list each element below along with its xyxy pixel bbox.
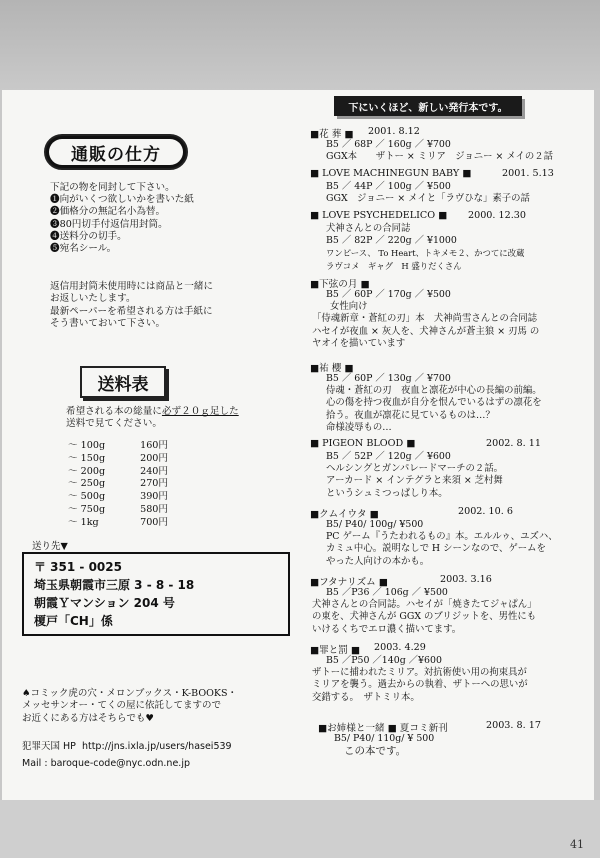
publication-entry [310, 506, 592, 568]
entry-title: ■罪と罰 ■ [310, 645, 360, 656]
step-item: ❶向がいくつ欲しいかを書いた紙 [50, 194, 194, 205]
entry-desc: この本です。 [344, 745, 407, 758]
rate-price: 200円 [140, 452, 168, 464]
page-number: 41 [570, 838, 584, 851]
entry-desc: やった人向けの本かも。 [326, 555, 430, 567]
entry-spec: B5 ／ 52P ／ 120g ／ ¥600 [326, 451, 451, 462]
entry-date: 2003. 8. 17 [486, 720, 541, 731]
rate-price: 240円 [140, 465, 168, 477]
entry-spec: B5 ／ 68P ／ 160g ／ ¥700 [326, 139, 451, 150]
rate-weight: ～ 200g [68, 465, 106, 477]
entry-title: ■ LOVE PSYCHEDELICO ■ [310, 210, 448, 221]
intro-text: 下記の物を同封して下さい。 [50, 182, 175, 193]
address-line: 埼玉県朝霞市三原 3 - 8 - 18 [34, 578, 195, 592]
entry-desc: 女性向け [330, 301, 368, 313]
entry-desc: 侍魂・蒼紅の刃 夜血と凛花が中心の長編の前編。 [326, 385, 542, 397]
publication-entry [310, 438, 592, 500]
publication-entry [310, 574, 592, 636]
rate-price: 580円 [140, 503, 168, 515]
entry-desc: 「侍魂新章・蒼紅の刃」本 犬神尚雪さんとの合同誌 [312, 313, 538, 325]
entry-date: 2003. 3.16 [440, 574, 492, 585]
address-line: 朝霞Ｙマンション 204 号 [34, 596, 175, 610]
publication-entry [310, 276, 592, 350]
entry-spec: B5/ P40/ 100g/ ¥500 [326, 519, 424, 530]
entry-desc: 犬神さんとの合同誌。ハセイが「焼きたてジャぱん」 [312, 599, 537, 611]
entry-spec: B5/ P40/ 110g/ ¥ 500 [334, 733, 435, 744]
step-item: ❸80円切手付返信用封筒。 [50, 218, 168, 230]
entry-desc: アーカード × インテグラと来須 × 芝村舞 [326, 475, 503, 487]
publication-entry [318, 720, 600, 757]
note-line: そう書いておいて下さい。 [50, 318, 166, 330]
step-item: ❹送料分の切手。 [50, 230, 127, 242]
homepage-url: http://jns.ixla.jp/users/hasei539 [81, 741, 232, 752]
entry-title: ■ PIGEON BLOOD ■ [310, 438, 416, 449]
entry-desc: カミュ中心。説明なしで H シーンなので、ゲームを [326, 543, 546, 555]
rate-price: 700円 [140, 516, 168, 528]
entry-date: 2001. 8.12 [368, 126, 420, 137]
entry-title: ■祐 櫻 ■ [310, 363, 354, 374]
entry-title: ■お姉様と一緒 ■ 夏コミ新刊 [318, 723, 448, 734]
address-box [22, 552, 290, 636]
mail-address: baroque-code@nyc.odn.ne.jp [50, 758, 190, 769]
rate-price: 270円 [140, 478, 168, 490]
entry-desc: ミリアを襲う。過去からの執着、ザトーへの思いが [312, 679, 528, 691]
page-sheet [2, 90, 594, 800]
note-line: 最新ペーパーを希望される方は手紙に [50, 305, 213, 317]
entry-desc: ハセイが夜血 × 灰人を、犬神さんが蒼主狼 × 刃馬 の [312, 325, 540, 337]
entry-desc: ザトーに捕われたミリア。対抗術使い用の拘束具が [312, 667, 527, 679]
bottom-margin [0, 800, 600, 858]
entry-date: 2000. 12.30 [468, 210, 526, 221]
rate-price: 160円 [140, 440, 168, 451]
weight-note-emphasis: 必ず２０ｇ足した [161, 406, 239, 417]
entry-title: ■花 葬 ■ [310, 129, 354, 140]
entry-title: ■下弦の月 ■ [310, 279, 370, 290]
step-item: ❺宛名シール。 [50, 243, 117, 255]
entry-spec: B5 ／P50 ／140g ／¥600 [326, 655, 442, 666]
rate-weight: ～ 150g [68, 452, 106, 464]
weight-note [66, 406, 239, 431]
entry-date: 2001. 5.13 [502, 168, 554, 179]
publication-list-header: 下にいくほど、新しい発行本です。 [334, 96, 522, 116]
entry-desc: というシュミつっぱしり本。 [326, 487, 448, 499]
entry-desc: GGX ジョニー × メイと「ラヴひな」素子の話 [326, 193, 530, 205]
entry-desc: 心の傷を持つ夜血が自分を恨んでいるはずの凛花を [326, 397, 542, 409]
homepage-label: 犯罪天国 HP [22, 741, 76, 752]
entry-spec: B5 ／ 44P ／ 100g ／ ¥500 [326, 181, 451, 192]
shop-line: ♠コミック虎の穴・メロンブックス・K-BOOKS・ [22, 688, 238, 699]
entry-desc: ワンピース、 To Heart、トキメモ２、かつてに改蔵 [326, 248, 525, 259]
entry-title: ■クムイウタ ■ [310, 509, 379, 520]
publication-entry [310, 642, 592, 704]
mail-label: Mail : [22, 758, 48, 769]
postal-code: 〒 351 - 0025 [34, 560, 122, 574]
entry-date: 2002. 8. 11 [486, 438, 541, 449]
weight-note-text: 希望される本の総量に [66, 406, 162, 417]
entry-desc: B5 ／ 82P ／ 220g ／ ¥1000 [326, 235, 457, 247]
steps-list [50, 194, 194, 255]
entry-desc: 交錯する。 ザトミリ本。 [312, 691, 420, 703]
entry-title: ■フタナリズム ■ [310, 577, 388, 588]
top-margin [0, 0, 600, 90]
rate-weight: ～ 250g [68, 478, 106, 490]
weight-note-text: 送料で見てください。 [66, 418, 162, 430]
order-method-heading [44, 134, 188, 170]
note-line: 返信用封筒未使用時には商品と一緒に [50, 281, 214, 292]
entry-desc: 拾う。夜血が凛花に見ているものは…？ [326, 409, 495, 421]
publication-entry [310, 168, 592, 205]
rate-weight: ～ 500g [68, 491, 106, 503]
entry-spec: B5 ／ 60P ／ 130g ／ ¥700 [326, 373, 451, 384]
step-item: ❷価格分の無記名小為替。 [50, 206, 166, 218]
publication-entry [310, 360, 592, 434]
rate-price: 390円 [140, 491, 168, 503]
entry-desc: GGX本 ザトー × ミリア ジョニー × メイの２話 [326, 151, 554, 163]
entry-date: 2003. 4.29 [374, 642, 426, 653]
publication-entry [310, 210, 592, 272]
entry-desc: PC ゲーム『うたわれるもの』本。エルルゥ、ユズハ、 [326, 531, 558, 543]
publication-list [302, 90, 594, 800]
order-method-heading-text: 通販の仕方 [49, 139, 183, 165]
entry-desc: ヘルシングとガンパレードマーチの２話。 [326, 463, 503, 475]
entry-title: ■ LOVE MACHINEGUN BABY ■ [310, 168, 472, 179]
shop-consignment-note [22, 688, 237, 725]
order-instructions [2, 90, 302, 800]
shop-line: メッセサンオー・てくの屋に依託してますので [22, 700, 222, 712]
publication-entry [310, 126, 592, 163]
notes [50, 281, 213, 331]
note-line: お返しいたします。 [50, 293, 136, 305]
shipping-table-heading: 送料表 [80, 366, 166, 398]
entry-desc: ラヴコメ ギャグ H 盛りだくさん [326, 260, 462, 271]
entry-spec: B5 ／ 60P ／ 170g ／ ¥500 [326, 289, 451, 300]
address-recipient: 榎戸「CH」係 [34, 614, 113, 628]
entry-date: 2002. 10. 6 [458, 506, 513, 517]
entry-desc: いけるくちでエロ濃く描いてます。 [312, 623, 462, 635]
entry-desc: の東を、犬神さんが GGX のブリジットを、男性にも [312, 611, 537, 623]
rate-weight: ～ 1kg [68, 516, 99, 528]
entry-desc: 犬神さんとの合同誌 [326, 223, 411, 234]
shop-line: お近くにある方はそちらでも♥ [22, 712, 154, 724]
mail-line [22, 758, 190, 769]
entry-desc: ヤオイを描いています [312, 337, 406, 349]
rate-weight: ～ 100g [68, 440, 106, 451]
entry-desc: 命様凌辱もの… [326, 421, 392, 433]
homepage-line [22, 738, 232, 752]
entry-spec: B5 ／P36 ／ 106g ／ ¥500 [326, 587, 448, 598]
rate-weight: ～ 750g [68, 503, 106, 515]
send-to-label: 送り先▼ [32, 541, 68, 552]
